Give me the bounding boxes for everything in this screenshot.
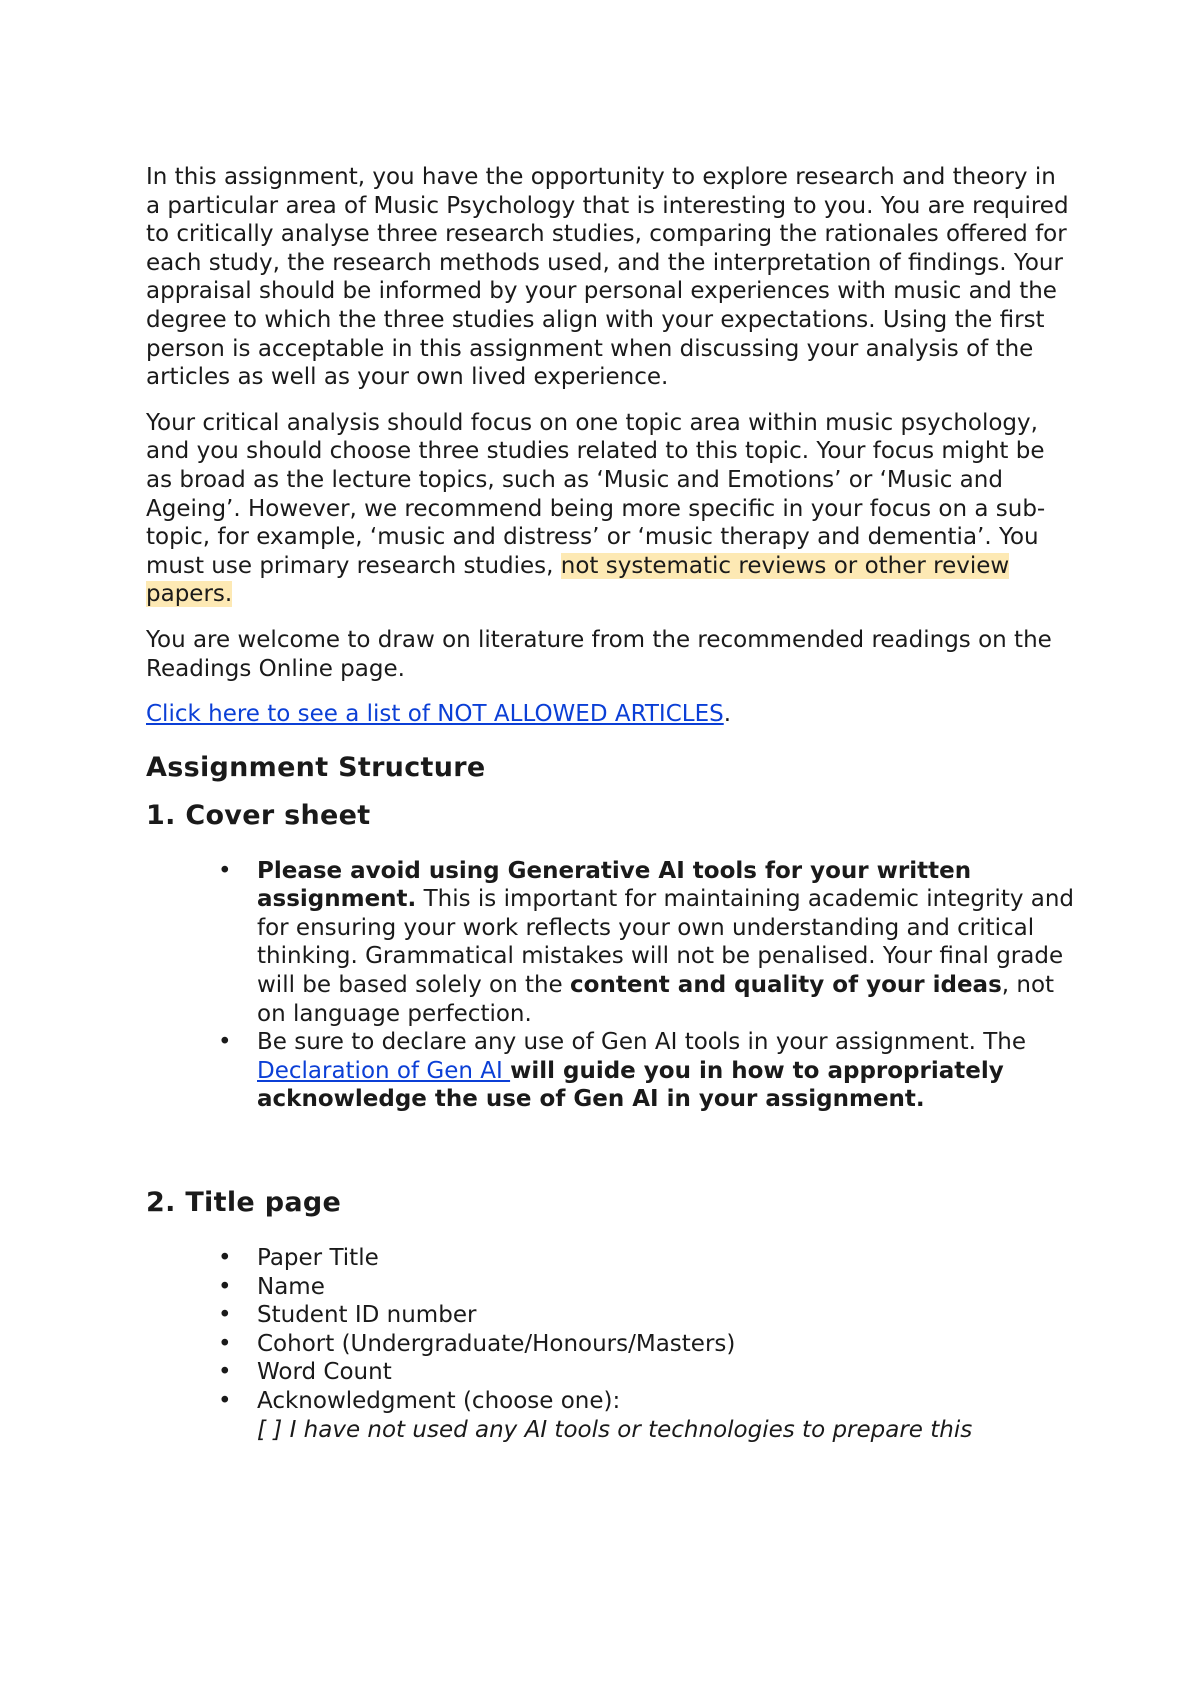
cover-sheet-list xyxy=(146,857,1076,1114)
bullet-icon: • xyxy=(218,1302,232,1329)
declare-gen-ai-text: Be sure to declare any use of Gen AI tools in your assignment. The xyxy=(257,1029,1027,1056)
list-item xyxy=(218,1244,1076,1273)
declaration-guide-bold: will guide you in how to appropriately acknowledge the use of Gen AI in your assignment. xyxy=(257,1057,1004,1113)
gen-ai-warning-text: This is important for maintaining academic integrity and for ensuring your work reflects your own understanding and critical thinking. Grammatical mistakes will not be penalised. Your final grade will be based solely on the xyxy=(257,886,1075,999)
title-page-list xyxy=(146,1244,1076,1444)
bullet-icon: • xyxy=(218,1273,232,1300)
not-allowed-articles-line xyxy=(146,700,1076,729)
not-allowed-articles-link[interactable]: Click here to see a list of NOT ALLOWED ARTICLES xyxy=(146,701,724,728)
list-item-label: Name xyxy=(257,1273,325,1300)
assignment-structure-heading: Assignment Structure xyxy=(146,751,486,783)
list-item-label: Student ID number xyxy=(257,1302,477,1329)
intro-paragraph-3: You are welcome to draw on literature from the recommended readings on the Readings Online page. xyxy=(146,626,1052,682)
intro-paragraph-1: In this assignment, you have the opportunity to explore research and theory in a particular area of Music Psychology that is interesting to you. You are required to critically analyse three research studies, comparing the rationales offered for each study, the research methods used, and the interpretation of findings. Your appraisal should be informed by your personal experiences with music and the degree to which the three studies align with your expectations. Using the first person is acceptable in this assignment when discussing your analysis of the articles as well as your own lived experience. xyxy=(146,164,1069,391)
bullet-icon: • xyxy=(218,1388,232,1414)
gen-ai-warning-tail: , not on language perfection. xyxy=(257,972,1055,1027)
list-item xyxy=(218,857,1076,1029)
ai-acknowledgment-option: [ ] I have not used any AI tools or technologies to prepare this xyxy=(257,1416,973,1443)
document-body xyxy=(146,163,1076,1444)
list-item xyxy=(218,1387,1076,1444)
list-item xyxy=(218,1330,1076,1359)
list-item-label: Acknowledgment (choose one): xyxy=(257,1388,621,1414)
highlighted-text: not systematic reviews or other review papers. xyxy=(146,552,1010,608)
list-item xyxy=(218,1301,1076,1330)
list-item-label: Word Count xyxy=(257,1359,392,1386)
list-item xyxy=(218,1273,1076,1302)
intro-paragraph-2 xyxy=(146,409,1076,609)
list-item-label: Paper Title xyxy=(257,1245,379,1272)
bullet-icon: • xyxy=(218,1245,232,1272)
list-item xyxy=(218,1028,1076,1114)
bullet-icon: • xyxy=(218,1359,232,1386)
declaration-of-gen-ai-link[interactable]: Declaration of Gen AI xyxy=(257,1057,511,1084)
intro-paragraph-2-text: Your critical analysis should focus on one topic area within music psychology, and you should choose three studies related to this topic. Your focus might be as broad as the lecture topics, such as ‘Music and Emotions’ or ‘Music and Ageing’. However, we recommend being more specific in your focus on a sub-topic, for example, ‘music and distress’ or ‘music therapy and dementia’. You must use primary research studies, xyxy=(146,409,1046,579)
list-item xyxy=(218,1358,1076,1387)
content-quality-bold: content and quality of your ideas xyxy=(570,972,1002,999)
bullet-icon: • xyxy=(218,857,232,884)
list-item-label: Cohort (Undergraduate/Honours/Masters) xyxy=(257,1330,736,1357)
title-page-heading: 2. Title page xyxy=(146,1187,342,1219)
link-suffix: . xyxy=(723,701,732,728)
bullet-icon: • xyxy=(218,1330,232,1357)
bullet-icon: • xyxy=(218,1029,232,1056)
gen-ai-warning-bold: Please avoid using Generative AI tools for your written assignment. xyxy=(257,857,972,913)
cover-sheet-heading: 1. Cover sheet xyxy=(146,799,371,831)
